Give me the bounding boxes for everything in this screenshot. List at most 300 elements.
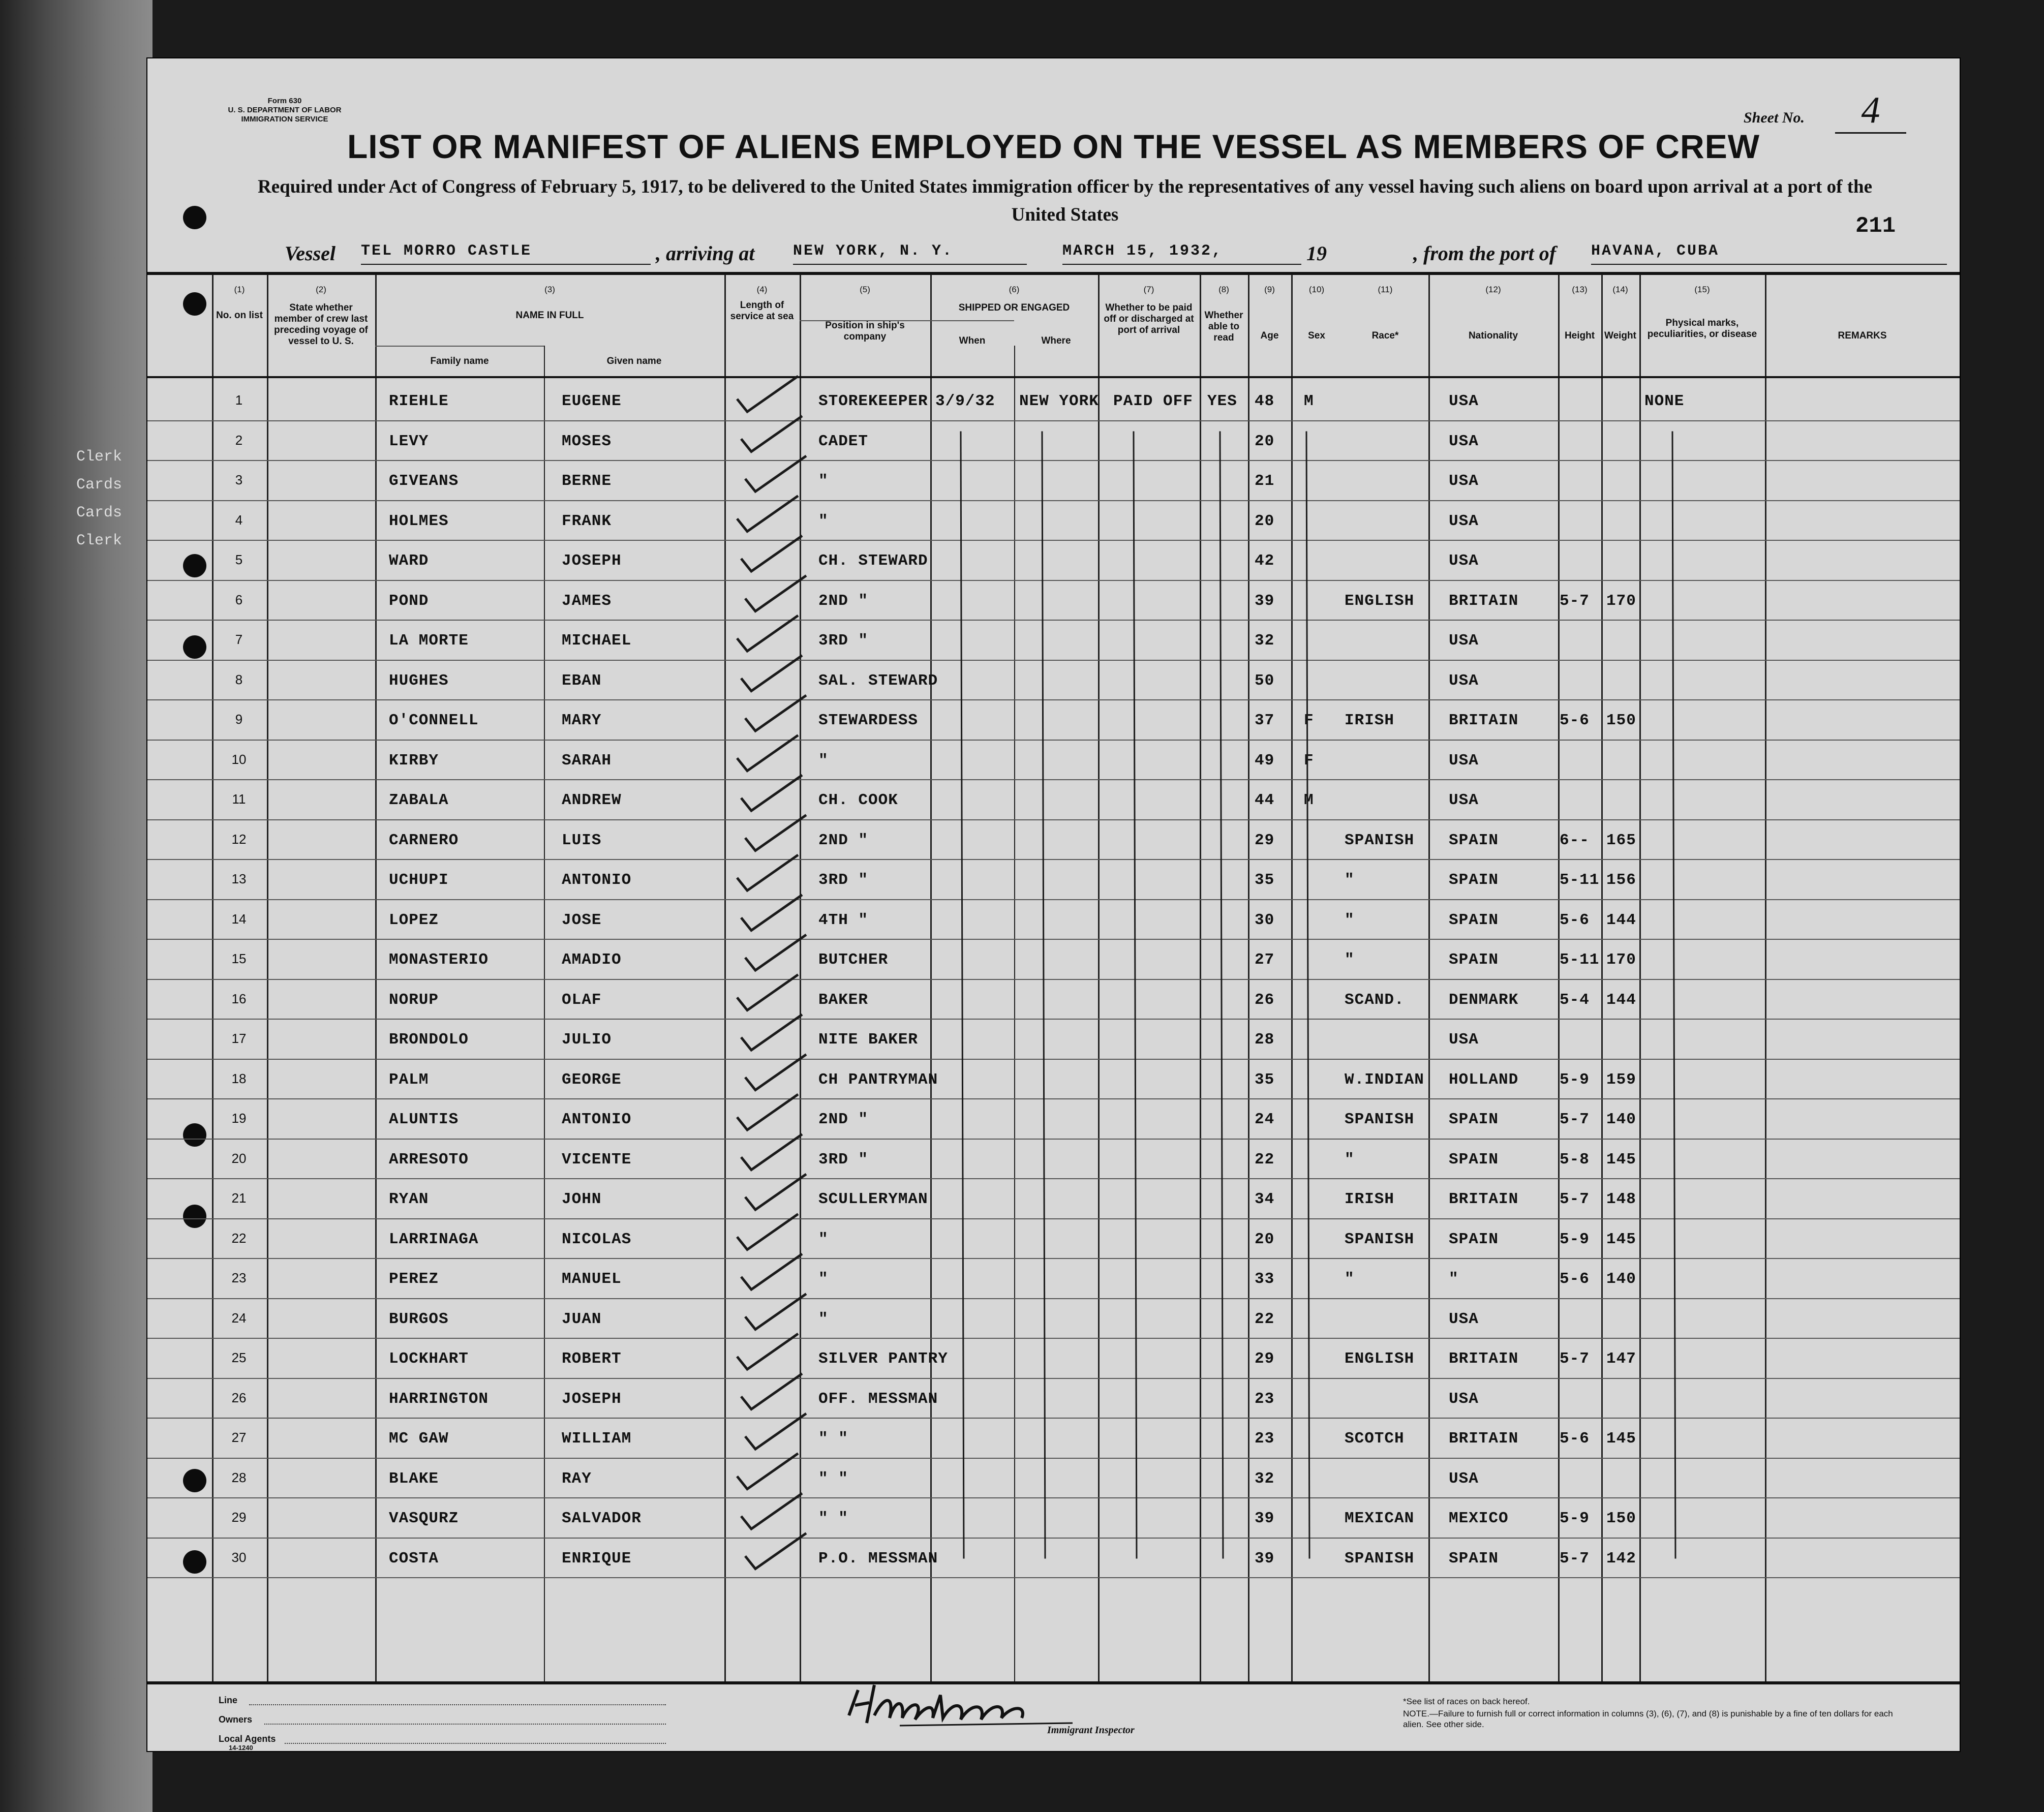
row-number: 20 <box>231 1150 247 1166</box>
row-number: 5 <box>235 552 243 567</box>
nationality-cell: USA <box>1449 671 1479 690</box>
vessel-line <box>285 241 1962 272</box>
shipped-where-cell: NEW YORK <box>1019 392 1099 410</box>
family-name-cell: HARRINGTON <box>389 1390 489 1408</box>
nationality-cell: BRITAIN <box>1449 1190 1519 1208</box>
fine-note: NOTE.—Failure to furnish full or correct information in columns (3), (6), (7), and (8) is punishable by a fine of ten dollars for each alien. See other side. <box>1403 1709 1893 1729</box>
col-num-3: (3) <box>544 285 555 294</box>
family-name-cell: PALM <box>389 1070 429 1089</box>
race-cell: IRISH <box>1345 712 1395 729</box>
race-cell: SPANISH <box>1345 1230 1415 1248</box>
family-name-cell: RYAN <box>389 1190 429 1208</box>
row-number: 10 <box>231 751 247 767</box>
sheet-number-value: 4 <box>1835 89 1906 134</box>
local-agents-field <box>285 1743 666 1744</box>
position-cell: " <box>818 1230 829 1248</box>
family-name-cell: CARNERO <box>389 831 459 849</box>
service-check-mark <box>745 1055 806 1090</box>
height-cell: 5-6 <box>1560 1430 1590 1448</box>
age-cell: 33 <box>1255 1270 1275 1288</box>
race-cell: " <box>1345 911 1355 929</box>
line-label: Line <box>219 1695 238 1705</box>
family-name-cell: VASQURZ <box>389 1510 459 1527</box>
service-check-mark <box>741 1015 802 1050</box>
row-number: 7 <box>235 632 243 647</box>
position-cell: CH PANTRYMAN <box>818 1070 938 1089</box>
scrap-label-1: Clerk <box>76 448 123 466</box>
col-num-2: (2) <box>316 285 326 294</box>
weight-cell: 150 <box>1606 712 1636 729</box>
age-cell: 22 <box>1255 1310 1275 1328</box>
race-cell: SCOTCH <box>1345 1430 1405 1448</box>
sheet-number-label: Sheet No. <box>1744 109 1805 126</box>
row-number: 24 <box>231 1310 247 1326</box>
service-check-mark <box>741 1493 802 1529</box>
row-number: 4 <box>235 512 243 528</box>
col-num-10: (10) <box>1308 285 1325 294</box>
from-port-label: , from the port of <box>1413 242 1557 265</box>
given-name-cell: EUGENE <box>562 392 622 410</box>
family-name-cell: MONASTERIO <box>389 951 489 969</box>
sex-cell: F <box>1304 751 1314 770</box>
nationality-cell: USA <box>1449 751 1479 770</box>
ditto-line <box>1042 432 1045 1559</box>
row-number: 28 <box>231 1469 247 1485</box>
header-height: Height <box>1564 330 1595 341</box>
weight-cell: 144 <box>1606 911 1636 929</box>
family-name-cell: ARRESOTO <box>389 1150 469 1169</box>
nationality-cell: SPAIN <box>1449 1549 1499 1568</box>
crew-table <box>147 274 1960 1681</box>
service-check-mark <box>745 1414 806 1449</box>
header-position: Position in ship's company <box>825 320 905 342</box>
agents-code: 14-1240 <box>229 1744 253 1752</box>
position-cell: NITE BAKER <box>818 1031 919 1049</box>
race-cell: " <box>1345 951 1355 969</box>
header-sex: Sex <box>1308 330 1325 341</box>
race-cell: SPANISH <box>1345 1549 1415 1568</box>
given-name-cell: MICHAEL <box>562 632 632 650</box>
arriving-label: , arriving at <box>656 242 755 265</box>
family-name-cell: BLAKE <box>389 1469 439 1488</box>
race-cell: " <box>1345 1150 1355 1169</box>
nationality-cell: BRITAIN <box>1449 1350 1519 1368</box>
nationality-cell: HOLLAND <box>1449 1070 1519 1089</box>
age-cell: 39 <box>1255 1549 1275 1568</box>
nationality-cell: SPAIN <box>1449 911 1499 929</box>
nationality-cell: BRITAIN <box>1449 592 1519 610</box>
page-title: LIST OR MANIFEST OF ALIENS EMPLOYED ON THE VESSEL AS MEMBERS OF CREW <box>347 128 1760 165</box>
service-check-mark <box>737 855 798 890</box>
height-cell: 5-8 <box>1560 1150 1590 1169</box>
service-check-mark <box>745 695 806 731</box>
weight-cell: 148 <box>1606 1190 1636 1208</box>
document-number: 211 <box>1855 213 1896 239</box>
given-name-cell: MOSES <box>562 432 612 450</box>
nationality-cell: SPAIN <box>1449 1111 1499 1128</box>
family-name-cell: HOLMES <box>389 512 449 530</box>
nationality-cell: BRITAIN <box>1449 1430 1519 1448</box>
header-race: Race* <box>1371 330 1399 341</box>
nationality-cell: SPAIN <box>1449 1150 1499 1169</box>
family-name-cell: BRONDOLO <box>389 1031 469 1049</box>
race-cell: " <box>1345 871 1355 889</box>
col-num-4: (4) <box>756 285 768 294</box>
position-cell: " <box>818 1310 829 1328</box>
position-cell: 2ND " <box>818 1111 869 1128</box>
age-cell: 37 <box>1255 712 1275 729</box>
nationality-cell: USA <box>1449 1390 1479 1408</box>
family-name-cell: POND <box>389 592 429 610</box>
weight-cell: 140 <box>1606 1111 1636 1128</box>
given-name-cell: JULIO <box>562 1031 612 1049</box>
position-cell: " " <box>818 1510 848 1527</box>
age-cell: 23 <box>1255 1390 1275 1408</box>
age-cell: 48 <box>1255 392 1275 410</box>
sex-cell: M <box>1304 791 1314 809</box>
weight-cell: 156 <box>1606 871 1636 889</box>
race-cell: MEXICAN <box>1345 1510 1415 1527</box>
height-cell: 5-9 <box>1560 1510 1590 1527</box>
family-name-cell: NORUP <box>389 991 439 1009</box>
family-name-cell: O'CONNELL <box>389 712 479 729</box>
row-number: 26 <box>231 1390 247 1405</box>
row-number: 15 <box>231 951 247 966</box>
family-name-cell: WARD <box>389 552 429 570</box>
age-cell: 20 <box>1255 432 1275 450</box>
position-cell: BAKER <box>818 991 869 1009</box>
given-name-cell: BERNE <box>562 472 612 490</box>
year-label: 19 <box>1306 242 1327 265</box>
position-cell: 3RD " <box>818 1150 869 1169</box>
inspector-signature <box>839 1675 1078 1736</box>
sex-cell: M <box>1304 392 1314 410</box>
family-name-cell: LEVY <box>389 432 429 450</box>
service-check-mark <box>741 1254 802 1289</box>
weight-cell: 159 <box>1606 1070 1636 1089</box>
header-no-on-list: No. on list <box>216 310 263 321</box>
age-cell: 28 <box>1255 1031 1275 1049</box>
position-cell: STEWARDESS <box>818 712 919 729</box>
col-num-11: (11) <box>1378 285 1393 294</box>
service-check-mark <box>737 496 798 532</box>
col-num-1: (1) <box>234 285 245 294</box>
age-cell: 35 <box>1255 871 1275 889</box>
service-check-mark <box>737 1334 798 1369</box>
weight-cell: 145 <box>1606 1230 1636 1248</box>
arrival-date: MARCH 15, 1932, <box>1062 242 1301 265</box>
nationality-cell: USA <box>1449 1031 1479 1049</box>
family-name-cell: KIRBY <box>389 751 439 770</box>
given-name-cell: VICENTE <box>562 1150 632 1169</box>
given-name-cell: ANDREW <box>562 791 622 809</box>
age-cell: 20 <box>1255 1230 1275 1248</box>
nationality-cell: USA <box>1449 1310 1479 1328</box>
position-cell: " <box>818 512 829 530</box>
service-check-mark <box>737 616 798 651</box>
position-cell: STOREKEEPER <box>818 392 928 410</box>
row-number: 22 <box>231 1230 247 1246</box>
row-number: 8 <box>235 671 243 687</box>
age-cell: 24 <box>1255 1111 1275 1128</box>
from-port: HAVANA, CUBA <box>1591 242 1947 265</box>
owners-label: Owners <box>219 1714 253 1725</box>
ditto-line <box>1306 432 1309 1559</box>
service-check-mark <box>737 376 798 412</box>
form-identifier <box>213 97 356 124</box>
service-check-mark <box>745 815 806 851</box>
header-nationality: Nationality <box>1468 330 1518 341</box>
height-cell: 5-4 <box>1560 991 1590 1009</box>
ditto-line <box>961 432 964 1559</box>
row-number: 25 <box>231 1350 247 1365</box>
age-cell: 44 <box>1255 791 1275 809</box>
age-cell: 20 <box>1255 512 1275 530</box>
header-paid-off: Whether to be paid off or discharged at port of arrival <box>1104 302 1194 335</box>
row-number: 1 <box>235 392 243 408</box>
service-check-mark <box>741 536 802 571</box>
height-cell: 5-7 <box>1560 1350 1590 1368</box>
height-cell: 5-9 <box>1560 1070 1590 1089</box>
row-number: 29 <box>231 1510 247 1525</box>
row-number: 2 <box>235 432 243 448</box>
service-check-mark <box>745 1533 806 1569</box>
header-name-in-full: NAME IN FULL <box>515 310 584 321</box>
given-name-cell: JAMES <box>562 592 612 610</box>
position-cell: SAL. STEWARD <box>818 671 938 690</box>
given-name-cell: JOSEPH <box>562 1390 622 1408</box>
header-where: Where <box>1041 335 1071 346</box>
service-check-mark <box>741 895 802 931</box>
age-cell: 42 <box>1255 552 1275 570</box>
position-cell: P.O. MESSMAN <box>818 1549 938 1568</box>
given-name-cell: AMADIO <box>562 951 622 969</box>
given-name-cell: ENRIQUE <box>562 1549 632 1568</box>
scrap-label-2: Cards <box>76 476 123 494</box>
service-check-mark <box>745 1294 806 1330</box>
sex-cell: F <box>1304 712 1314 729</box>
height-cell: 5-11 <box>1560 871 1600 889</box>
position-cell: OFF. MESSMAN <box>818 1390 938 1408</box>
service-check-mark <box>737 1454 798 1489</box>
row-number: 3 <box>235 472 243 487</box>
header-family-name: Family name <box>430 356 489 366</box>
given-name-cell: RAY <box>562 1469 592 1488</box>
service-check-mark <box>737 1214 798 1250</box>
scrap-label-4: Clerk <box>76 532 123 549</box>
age-cell: 29 <box>1255 831 1275 849</box>
check-marks <box>147 274 1960 1681</box>
height-cell: 5-7 <box>1560 1549 1590 1568</box>
row-number: 11 <box>232 791 246 807</box>
weight-cell: 145 <box>1606 1150 1636 1169</box>
scrap-label-3: Cards <box>76 504 123 521</box>
height-cell: 5-9 <box>1560 1230 1590 1248</box>
service-check-mark <box>745 576 806 611</box>
row-number: 30 <box>231 1549 247 1565</box>
given-name-cell: LUIS <box>562 831 602 849</box>
form-number: Form 630 <box>267 97 302 105</box>
race-cell: SPANISH <box>1345 1111 1415 1128</box>
service-name: IMMIGRATION SERVICE <box>241 115 328 124</box>
height-cell: 5-11 <box>1560 951 1600 969</box>
race-cell: " <box>1345 1270 1355 1288</box>
family-name-cell: UCHUPI <box>389 871 449 889</box>
nationality-cell: MEXICO <box>1449 1510 1509 1527</box>
able-to-read-cell: YES <box>1207 392 1237 410</box>
family-name-cell: RIEHLE <box>389 392 449 410</box>
nationality-cell: DENMARK <box>1449 991 1519 1009</box>
position-cell: " <box>818 751 829 770</box>
age-cell: 32 <box>1255 632 1275 650</box>
given-name-cell: ROBERT <box>562 1350 622 1368</box>
nationality-cell: USA <box>1449 432 1479 450</box>
age-cell: 49 <box>1255 751 1275 770</box>
row-number: 17 <box>231 1031 247 1046</box>
left-background-strip <box>0 0 152 1812</box>
weight-cell: 145 <box>1606 1430 1636 1448</box>
height-cell: 5-7 <box>1560 1111 1590 1128</box>
given-name-cell: JOHN <box>562 1190 602 1208</box>
header-when: When <box>959 335 986 346</box>
col-num-6: (6) <box>1009 285 1020 294</box>
position-cell: 3RD " <box>818 871 869 889</box>
weight-cell: 140 <box>1606 1270 1636 1288</box>
header-remarks: REMARKS <box>1838 330 1887 341</box>
nationality-cell: USA <box>1449 472 1479 490</box>
age-cell: 39 <box>1255 592 1275 610</box>
row-number: 19 <box>231 1111 247 1126</box>
row-number: 27 <box>231 1430 247 1445</box>
age-cell: 21 <box>1255 472 1275 490</box>
weight-cell: 170 <box>1606 592 1636 610</box>
nationality-cell: SPAIN <box>1449 871 1499 889</box>
race-cell: ENGLISH <box>1345 592 1415 610</box>
height-cell: 5-6 <box>1560 911 1590 929</box>
row-number: 14 <box>231 911 247 927</box>
service-check-mark <box>745 1174 806 1210</box>
col-num-15: (15) <box>1694 285 1710 294</box>
race-cell: ENGLISH <box>1345 1350 1415 1368</box>
weight-cell: 150 <box>1606 1510 1636 1527</box>
position-cell: " " <box>818 1430 848 1448</box>
race-cell: W.INDIAN <box>1345 1070 1424 1089</box>
nationality-cell: USA <box>1449 392 1479 410</box>
family-name-cell: BURGOS <box>389 1310 449 1328</box>
weight-cell: 142 <box>1606 1549 1636 1568</box>
local-agents-label: Local Agents <box>219 1734 276 1744</box>
service-check-mark <box>737 1094 798 1130</box>
age-cell: 22 <box>1255 1150 1275 1169</box>
manifest-sheet <box>147 58 1960 1751</box>
department-name: U. S. DEPARTMENT OF LABOR <box>228 106 342 114</box>
service-check-mark <box>737 735 798 771</box>
row-number: 18 <box>231 1070 247 1086</box>
col-num-9: (9) <box>1264 285 1275 294</box>
age-cell: 26 <box>1255 991 1275 1009</box>
race-cell: SCAND. <box>1345 991 1405 1009</box>
given-name-cell: MARY <box>562 712 602 729</box>
header-length-of-service: Length of service at sea <box>730 300 794 322</box>
given-name-cell: JOSE <box>562 911 602 929</box>
nationality-cell: USA <box>1449 552 1479 570</box>
position-cell: 2ND " <box>818 831 869 849</box>
age-cell: 27 <box>1255 951 1275 969</box>
service-check-mark <box>737 975 798 1010</box>
height-cell: 5-7 <box>1560 1190 1590 1208</box>
given-name-cell: WILLIAM <box>562 1430 632 1448</box>
row-number: 12 <box>231 831 247 847</box>
given-name-cell: JOSEPH <box>562 552 622 570</box>
service-check-mark <box>741 1134 802 1170</box>
family-name-cell: LOCKHART <box>389 1350 469 1368</box>
page-subtitle: Required under Act of Congress of February 5, 1917, to be delivered to the United States immigration officer by the representatives of any vessel having such aliens on board upon arrival at a port of the United States <box>257 176 1873 225</box>
family-name-cell: MC GAW <box>389 1430 449 1448</box>
position-cell: 3RD " <box>818 632 869 650</box>
races-note: *See list of races on back hereof. <box>1403 1697 1530 1706</box>
manifest-footer <box>147 1685 1960 1751</box>
age-cell: 32 <box>1255 1469 1275 1488</box>
nationality-cell: USA <box>1449 791 1479 809</box>
row-number: 9 <box>235 712 243 727</box>
family-name-cell: LOPEZ <box>389 911 439 929</box>
header-able-to-read: Whether able to read <box>1204 310 1243 343</box>
position-cell: 4TH " <box>818 911 869 929</box>
given-name-cell: ANTONIO <box>562 1111 632 1128</box>
col-num-5: (5) <box>860 285 870 294</box>
service-check-mark <box>741 775 802 811</box>
age-cell: 29 <box>1255 1350 1275 1368</box>
given-name-cell: SALVADOR <box>562 1510 642 1527</box>
physical-marks-cell: NONE <box>1644 392 1685 410</box>
height-cell: 5-7 <box>1560 592 1590 610</box>
service-check-mark <box>741 656 802 691</box>
position-cell: SCULLERYMAN <box>818 1190 928 1208</box>
owners-field <box>264 1724 666 1725</box>
age-cell: 35 <box>1255 1070 1275 1089</box>
ditto-line <box>1672 432 1675 1559</box>
position-cell: SILVER PANTRY <box>818 1350 948 1368</box>
ditto-line <box>1134 432 1137 1559</box>
row-number: 16 <box>231 991 247 1006</box>
age-cell: 50 <box>1255 671 1275 690</box>
given-name-cell: NICOLAS <box>562 1230 632 1248</box>
header-age: Age <box>1260 330 1279 341</box>
col-num-7: (7) <box>1143 285 1154 294</box>
shipped-when-cell: 3/9/32 <box>935 392 995 410</box>
nationality-cell: USA <box>1449 512 1479 530</box>
race-cell: SPANISH <box>1345 831 1415 849</box>
given-name-cell: SARAH <box>562 751 612 770</box>
family-name-cell: LA MORTE <box>389 632 469 650</box>
given-name-cell: EBAN <box>562 671 602 690</box>
position-cell: " " <box>818 1469 848 1488</box>
col-num-8: (8) <box>1218 285 1229 294</box>
nationality-cell: USA <box>1449 632 1479 650</box>
family-name-cell: COSTA <box>389 1549 439 1568</box>
row-number: 13 <box>231 871 247 886</box>
age-cell: 23 <box>1255 1430 1275 1448</box>
header-given-name: Given name <box>606 356 662 366</box>
nationality-cell: SPAIN <box>1449 831 1499 849</box>
given-name-cell: MANUEL <box>562 1270 622 1288</box>
arriving-port: NEW YORK, N. Y. <box>793 242 1027 265</box>
paid-off-cell: PAID OFF <box>1113 392 1193 410</box>
age-cell: 34 <box>1255 1190 1275 1208</box>
line-field <box>249 1704 666 1705</box>
race-cell: IRISH <box>1345 1190 1395 1208</box>
family-name-cell: ZABALA <box>389 791 449 809</box>
